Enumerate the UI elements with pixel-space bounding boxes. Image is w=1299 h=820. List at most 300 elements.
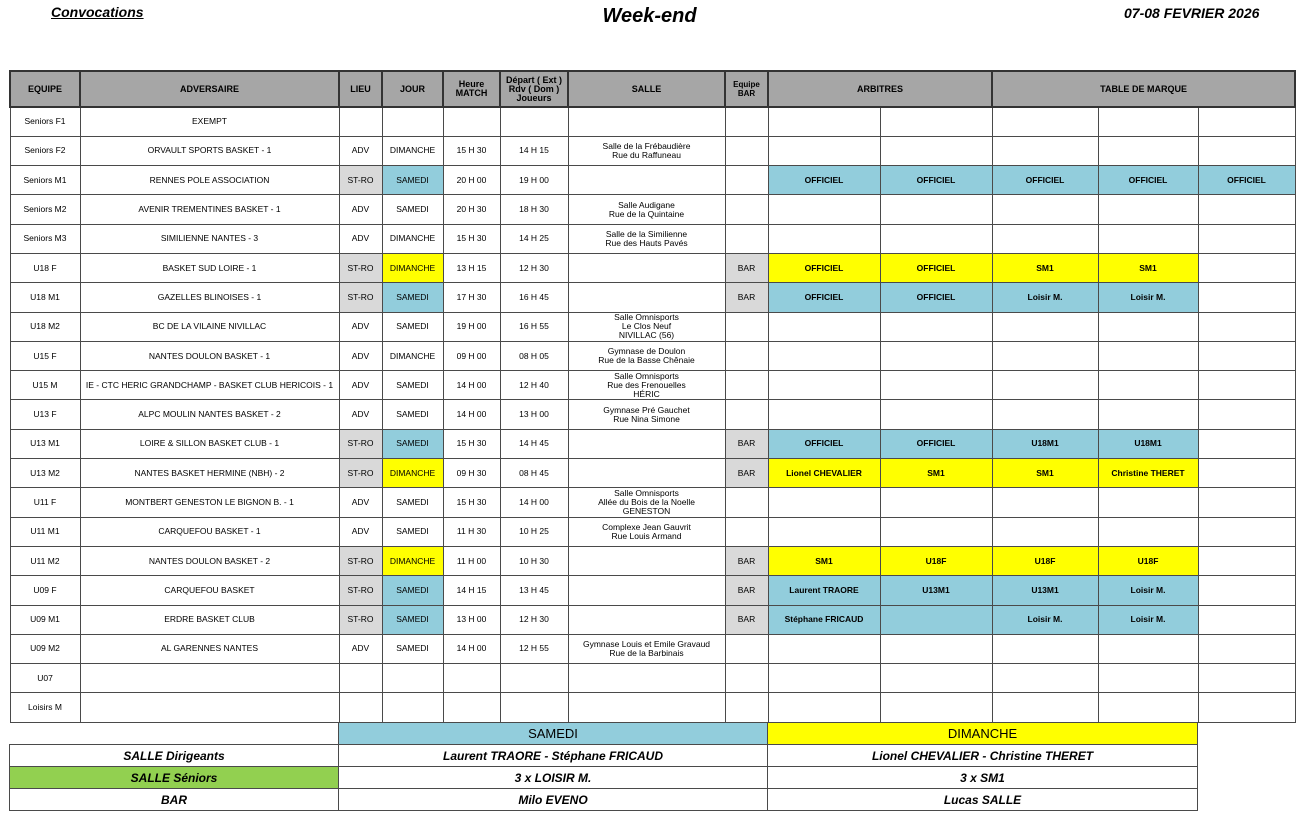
- cell-adversaire: IE - CTC HERIC GRANDCHAMP - BASKET CLUB HERICOIS - 1: [80, 371, 339, 400]
- cell-c5: [1198, 605, 1295, 634]
- cell-heure: [443, 693, 500, 722]
- col-adversaire: ADVERSAIRE: [80, 71, 339, 107]
- col-lieu: LIEU: [339, 71, 382, 107]
- cell-c3: [992, 400, 1098, 429]
- cell-salle: [568, 429, 725, 458]
- cell-lieu: ADV: [339, 195, 382, 224]
- cell-c2: U13M1: [880, 576, 992, 605]
- cell-salle: [568, 546, 725, 575]
- cell-c2: [880, 605, 992, 634]
- cell-c4: [1098, 136, 1198, 165]
- cell-equipe: U09 F: [10, 576, 80, 605]
- cell-adversaire: EXEMPT: [80, 107, 339, 136]
- summary-samedi: 3 x LOISIR M.: [339, 767, 768, 789]
- cell-adversaire: RENNES POLE ASSOCIATION: [80, 166, 339, 195]
- table-row: [10, 576, 1295, 605]
- cell-c4: [1098, 107, 1198, 136]
- cell-depart: 16 H 45: [500, 283, 568, 312]
- cell-equipe: Seniors M3: [10, 224, 80, 253]
- cell-equipe: U09 M2: [10, 634, 80, 663]
- cell-lieu: ST-RO: [339, 546, 382, 575]
- col-salle: SALLE: [568, 71, 725, 107]
- table-row: [10, 283, 1295, 312]
- cell-jour: DIMANCHE: [382, 253, 443, 282]
- cell-bar: [725, 195, 768, 224]
- cell-adversaire: ERDRE BASKET CLUB: [80, 605, 339, 634]
- cell-c2: OFFICIEL: [880, 283, 992, 312]
- cell-c1: [768, 400, 880, 429]
- cell-bar: [725, 136, 768, 165]
- cell-depart: 08 H 45: [500, 459, 568, 488]
- cell-heure: 09 H 00: [443, 341, 500, 370]
- cell-c3: [992, 136, 1098, 165]
- cell-c3: SM1: [992, 459, 1098, 488]
- cell-jour: SAMEDI: [382, 517, 443, 546]
- cell-adversaire: AVENIR TREMENTINES BASKET - 1: [80, 195, 339, 224]
- cell-lieu: ADV: [339, 517, 382, 546]
- summary-row: [10, 745, 1198, 767]
- cell-salle: Salle Omnisports Rue des Frenouelles HÉRIC: [568, 371, 725, 400]
- cell-heure: 13 H 00: [443, 605, 500, 634]
- table-row: [10, 166, 1295, 195]
- cell-adversaire: SIMILIENNE NANTES - 3: [80, 224, 339, 253]
- cell-heure: 15 H 30: [443, 429, 500, 458]
- cell-jour: SAMEDI: [382, 166, 443, 195]
- cell-c4: SM1: [1098, 253, 1198, 282]
- cell-jour: SAMEDI: [382, 429, 443, 458]
- header-date: 07-08 FEVRIER 2026: [1124, 5, 1260, 21]
- cell-heure: [443, 664, 500, 693]
- cell-jour: SAMEDI: [382, 195, 443, 224]
- cell-adversaire: NANTES DOULON BASKET - 2: [80, 546, 339, 575]
- cell-lieu: ADV: [339, 634, 382, 663]
- cell-lieu: ADV: [339, 371, 382, 400]
- cell-depart: [500, 693, 568, 722]
- cell-equipe: U18 M1: [10, 283, 80, 312]
- cell-bar: [725, 107, 768, 136]
- cell-c3: [992, 312, 1098, 341]
- table-row: [10, 517, 1295, 546]
- cell-c3: [992, 107, 1098, 136]
- cell-c5: [1198, 634, 1295, 663]
- cell-depart: 14 H 45: [500, 429, 568, 458]
- cell-jour: DIMANCHE: [382, 341, 443, 370]
- cell-lieu: ADV: [339, 341, 382, 370]
- cell-c3: Loisir M.: [992, 283, 1098, 312]
- cell-heure: 09 H 30: [443, 459, 500, 488]
- cell-c3: Loisir M.: [992, 605, 1098, 634]
- cell-depart: 12 H 30: [500, 253, 568, 282]
- summary-dimanche-header: DIMANCHE: [768, 723, 1198, 745]
- table-row: [10, 400, 1295, 429]
- cell-c3: [992, 195, 1098, 224]
- cell-c1: [768, 693, 880, 722]
- cell-c2: [880, 400, 992, 429]
- summary-label: SALLE Séniors: [10, 767, 339, 789]
- cell-heure: 19 H 00: [443, 312, 500, 341]
- cell-c1: [768, 371, 880, 400]
- cell-c1: Lionel CHEVALIER: [768, 459, 880, 488]
- cell-c1: OFFICIEL: [768, 283, 880, 312]
- cell-jour: SAMEDI: [382, 605, 443, 634]
- cell-c4: [1098, 195, 1198, 224]
- table-row: [10, 693, 1295, 722]
- cell-bar: [725, 400, 768, 429]
- cell-depart: 16 H 55: [500, 312, 568, 341]
- table-row: [10, 546, 1295, 575]
- cell-c2: OFFICIEL: [880, 166, 992, 195]
- cell-salle: Salle de la Frébaudière Rue du Raffuneau: [568, 136, 725, 165]
- cell-c3: [992, 224, 1098, 253]
- table-row: [10, 664, 1295, 693]
- cell-c5: [1198, 136, 1295, 165]
- cell-lieu: [339, 693, 382, 722]
- cell-lieu: ADV: [339, 488, 382, 517]
- summary-dimanche: Lucas SALLE: [768, 789, 1198, 811]
- cell-bar: [725, 312, 768, 341]
- cell-equipe: U13 M1: [10, 429, 80, 458]
- cell-adversaire: AL GARENNES NANTES: [80, 634, 339, 663]
- col-table-de-marque: TABLE DE MARQUE: [992, 71, 1295, 107]
- cell-c4: OFFICIEL: [1098, 166, 1198, 195]
- cell-salle: [568, 664, 725, 693]
- cell-c4: [1098, 400, 1198, 429]
- cell-c1: [768, 634, 880, 663]
- cell-adversaire: LOIRE & SILLON BASKET CLUB - 1: [80, 429, 339, 458]
- cell-c3: [992, 488, 1098, 517]
- summary-dimanche: Lionel CHEVALIER - Christine THERET: [768, 745, 1198, 767]
- cell-c3: [992, 371, 1098, 400]
- table-row: [10, 107, 1295, 136]
- cell-jour: SAMEDI: [382, 400, 443, 429]
- cell-c5: [1198, 517, 1295, 546]
- table-row: [10, 605, 1295, 634]
- cell-c1: Laurent TRAORE: [768, 576, 880, 605]
- cell-lieu: ST-RO: [339, 166, 382, 195]
- table-row: [10, 429, 1295, 458]
- summary-row: [10, 789, 1198, 811]
- convocations-table: [9, 70, 1296, 723]
- cell-heure: 14 H 15: [443, 576, 500, 605]
- summary-label: SALLE Dirigeants: [10, 745, 339, 767]
- cell-adversaire: MONTBERT GENESTON LE BIGNON B. - 1: [80, 488, 339, 517]
- cell-c1: [768, 488, 880, 517]
- cell-salle: [568, 166, 725, 195]
- cell-adversaire: [80, 693, 339, 722]
- cell-c2: OFFICIEL: [880, 429, 992, 458]
- cell-c5: [1198, 341, 1295, 370]
- cell-c4: [1098, 693, 1198, 722]
- cell-heure: 15 H 30: [443, 136, 500, 165]
- cell-bar: BAR: [725, 605, 768, 634]
- cell-jour: DIMANCHE: [382, 136, 443, 165]
- cell-c1: OFFICIEL: [768, 429, 880, 458]
- cell-c1: [768, 136, 880, 165]
- cell-lieu: ST-RO: [339, 576, 382, 605]
- cell-depart: 13 H 45: [500, 576, 568, 605]
- cell-lieu: ST-RO: [339, 283, 382, 312]
- cell-equipe: U15 M: [10, 371, 80, 400]
- cell-c4: Christine THERET: [1098, 459, 1198, 488]
- cell-jour: [382, 664, 443, 693]
- cell-c5: [1198, 195, 1295, 224]
- cell-equipe: U11 M1: [10, 517, 80, 546]
- cell-equipe: Seniors F1: [10, 107, 80, 136]
- cell-c1: [768, 341, 880, 370]
- cell-c2: [880, 136, 992, 165]
- cell-lieu: ST-RO: [339, 253, 382, 282]
- cell-adversaire: CARQUEFOU BASKET: [80, 576, 339, 605]
- cell-depart: 19 H 00: [500, 166, 568, 195]
- cell-depart: 12 H 30: [500, 605, 568, 634]
- cell-heure: 13 H 15: [443, 253, 500, 282]
- cell-depart: 18 H 30: [500, 195, 568, 224]
- cell-heure: 11 H 30: [443, 517, 500, 546]
- cell-c4: Loisir M.: [1098, 605, 1198, 634]
- cell-adversaire: BC DE LA VILAINE NIVILLAC: [80, 312, 339, 341]
- table-header-row: [10, 71, 1295, 107]
- cell-c4: [1098, 634, 1198, 663]
- cell-c5: [1198, 253, 1295, 282]
- cell-c3: [992, 693, 1098, 722]
- cell-c3: OFFICIEL: [992, 166, 1098, 195]
- cell-bar: BAR: [725, 459, 768, 488]
- cell-adversaire: NANTES BASKET HERMINE (NBH) - 2: [80, 459, 339, 488]
- cell-jour: DIMANCHE: [382, 459, 443, 488]
- cell-c2: [880, 488, 992, 517]
- table-row: [10, 195, 1295, 224]
- cell-equipe: U09 M1: [10, 605, 80, 634]
- cell-adversaire: GAZELLES BLINOISES - 1: [80, 283, 339, 312]
- cell-c1: [768, 195, 880, 224]
- cell-equipe: U11 F: [10, 488, 80, 517]
- summary-samedi-header: SAMEDI: [339, 723, 768, 745]
- cell-jour: [382, 693, 443, 722]
- cell-heure: 14 H 00: [443, 634, 500, 663]
- cell-bar: [725, 693, 768, 722]
- cell-equipe: U18 F: [10, 253, 80, 282]
- col-equipe: EQUIPE: [10, 71, 80, 107]
- page-title: Week-end: [602, 5, 697, 27]
- cell-c3: [992, 634, 1098, 663]
- cell-c5: [1198, 107, 1295, 136]
- cell-lieu: ST-RO: [339, 459, 382, 488]
- cell-heure: 11 H 00: [443, 546, 500, 575]
- cell-c5: [1198, 224, 1295, 253]
- cell-salle: [568, 459, 725, 488]
- cell-c1: Stéphane FRICAUD: [768, 605, 880, 634]
- cell-heure: 17 H 30: [443, 283, 500, 312]
- cell-c2: [880, 312, 992, 341]
- table-row: [10, 136, 1295, 165]
- cell-c1: [768, 312, 880, 341]
- cell-jour: SAMEDI: [382, 488, 443, 517]
- table-row: [10, 634, 1295, 663]
- cell-c5: [1198, 283, 1295, 312]
- summary-samedi: Milo EVENO: [339, 789, 768, 811]
- cell-c4: [1098, 664, 1198, 693]
- cell-c3: [992, 517, 1098, 546]
- cell-c3: [992, 341, 1098, 370]
- cell-c2: [880, 341, 992, 370]
- cell-c1: OFFICIEL: [768, 166, 880, 195]
- cell-c3: U18F: [992, 546, 1098, 575]
- cell-depart: 14 H 25: [500, 224, 568, 253]
- cell-heure: [443, 107, 500, 136]
- cell-salle: [568, 107, 725, 136]
- cell-c2: U18F: [880, 546, 992, 575]
- cell-c2: [880, 371, 992, 400]
- cell-heure: 14 H 00: [443, 400, 500, 429]
- cell-c1: SM1: [768, 546, 880, 575]
- cell-lieu: ADV: [339, 224, 382, 253]
- cell-depart: [500, 107, 568, 136]
- col-jour: JOUR: [382, 71, 443, 107]
- cell-c4: U18F: [1098, 546, 1198, 575]
- cell-depart: 12 H 40: [500, 371, 568, 400]
- cell-jour: SAMEDI: [382, 283, 443, 312]
- cell-c5: [1198, 400, 1295, 429]
- cell-equipe: U11 M2: [10, 546, 80, 575]
- cell-c5: [1198, 488, 1295, 517]
- cell-adversaire: ORVAULT SPORTS BASKET - 1: [80, 136, 339, 165]
- cell-c4: Loisir M.: [1098, 576, 1198, 605]
- cell-equipe: U15 F: [10, 341, 80, 370]
- cell-jour: SAMEDI: [382, 576, 443, 605]
- cell-salle: Gymnase de Doulon Rue de la Basse Chênaie: [568, 341, 725, 370]
- cell-c3: SM1: [992, 253, 1098, 282]
- cell-equipe: Seniors M1: [10, 166, 80, 195]
- cell-bar: [725, 634, 768, 663]
- table-row: [10, 253, 1295, 282]
- cell-equipe: U07: [10, 664, 80, 693]
- cell-c4: [1098, 312, 1198, 341]
- summary-samedi: Laurent TRAORE - Stéphane FRICAUD: [339, 745, 768, 767]
- cell-c1: [768, 224, 880, 253]
- cell-c5: [1198, 459, 1295, 488]
- cell-bar: [725, 371, 768, 400]
- cell-adversaire: ALPC MOULIN NANTES BASKET - 2: [80, 400, 339, 429]
- cell-depart: 10 H 30: [500, 546, 568, 575]
- cell-c1: [768, 664, 880, 693]
- cell-equipe: U13 F: [10, 400, 80, 429]
- cell-salle: [568, 253, 725, 282]
- cell-salle: [568, 605, 725, 634]
- cell-heure: 14 H 00: [443, 371, 500, 400]
- summary-header-row: [10, 723, 1198, 745]
- cell-c1: OFFICIEL: [768, 253, 880, 282]
- table-row: [10, 459, 1295, 488]
- cell-c1: [768, 107, 880, 136]
- cell-equipe: Seniors F2: [10, 136, 80, 165]
- cell-c5: OFFICIEL: [1198, 166, 1295, 195]
- summary-label: BAR: [10, 789, 339, 811]
- table-row: [10, 312, 1295, 341]
- cell-c4: [1098, 517, 1198, 546]
- cell-adversaire: CARQUEFOU BASKET - 1: [80, 517, 339, 546]
- col-arbitres: ARBITRES: [768, 71, 992, 107]
- cell-c5: [1198, 664, 1295, 693]
- cell-jour: SAMEDI: [382, 634, 443, 663]
- summary-table: [9, 722, 1198, 811]
- cell-c4: [1098, 488, 1198, 517]
- cell-c2: SM1: [880, 459, 992, 488]
- cell-c2: [880, 195, 992, 224]
- cell-c5: [1198, 371, 1295, 400]
- cell-depart: 14 H 15: [500, 136, 568, 165]
- cell-jour: DIMANCHE: [382, 224, 443, 253]
- cell-c5: [1198, 546, 1295, 575]
- cell-lieu: ST-RO: [339, 429, 382, 458]
- table-row: [10, 341, 1295, 370]
- cell-c4: [1098, 371, 1198, 400]
- cell-adversaire: [80, 664, 339, 693]
- cell-c3: [992, 664, 1098, 693]
- col-depart: Départ ( Ext ) Rdv ( Dom ) Joueurs: [500, 71, 568, 107]
- cell-c5: [1198, 693, 1295, 722]
- cell-salle: Gymnase Pré Gauchet Rue Nina Simone: [568, 400, 725, 429]
- cell-bar: [725, 341, 768, 370]
- cell-c5: [1198, 429, 1295, 458]
- cell-c1: [768, 517, 880, 546]
- table-row: [10, 371, 1295, 400]
- cell-lieu: ADV: [339, 312, 382, 341]
- cell-c4: U18M1: [1098, 429, 1198, 458]
- cell-adversaire: BASKET SUD LOIRE - 1: [80, 253, 339, 282]
- summary-blank: [10, 723, 339, 745]
- cell-c4: [1098, 224, 1198, 253]
- summary-row: [10, 767, 1198, 789]
- cell-c5: [1198, 312, 1295, 341]
- cell-bar: BAR: [725, 283, 768, 312]
- cell-bar: BAR: [725, 576, 768, 605]
- cell-c2: OFFICIEL: [880, 253, 992, 282]
- cell-c2: [880, 664, 992, 693]
- cell-adversaire: NANTES DOULON BASKET - 1: [80, 341, 339, 370]
- cell-bar: [725, 224, 768, 253]
- cell-heure: 20 H 30: [443, 195, 500, 224]
- cell-jour: SAMEDI: [382, 312, 443, 341]
- cell-jour: [382, 107, 443, 136]
- cell-bar: [725, 166, 768, 195]
- cell-c3: U13M1: [992, 576, 1098, 605]
- cell-equipe: U13 M2: [10, 459, 80, 488]
- cell-heure: 20 H 00: [443, 166, 500, 195]
- cell-lieu: [339, 107, 382, 136]
- cell-c2: [880, 634, 992, 663]
- cell-c2: [880, 693, 992, 722]
- cell-salle: Salle de la Similienne Rue des Hauts Pavés: [568, 224, 725, 253]
- cell-salle: [568, 283, 725, 312]
- cell-equipe: U18 M2: [10, 312, 80, 341]
- cell-salle: Salle Audigane Rue de la Quintaine: [568, 195, 725, 224]
- cell-equipe: Seniors M2: [10, 195, 80, 224]
- cell-c2: [880, 224, 992, 253]
- cell-lieu: [339, 664, 382, 693]
- cell-salle: Gymnase Louis et Emile Gravaud Rue de la Barbinais: [568, 634, 725, 663]
- cell-depart: 14 H 00: [500, 488, 568, 517]
- col-bar: Equipe BAR: [725, 71, 768, 107]
- cell-c4: [1098, 341, 1198, 370]
- table-row: [10, 488, 1295, 517]
- cell-depart: 08 H 05: [500, 341, 568, 370]
- cell-depart: 10 H 25: [500, 517, 568, 546]
- col-heure: Heure MATCH: [443, 71, 500, 107]
- cell-salle: Salle Omnisports Allée du Bois de la Noelle GENESTON: [568, 488, 725, 517]
- cell-lieu: ADV: [339, 400, 382, 429]
- cell-bar: BAR: [725, 429, 768, 458]
- cell-bar: [725, 517, 768, 546]
